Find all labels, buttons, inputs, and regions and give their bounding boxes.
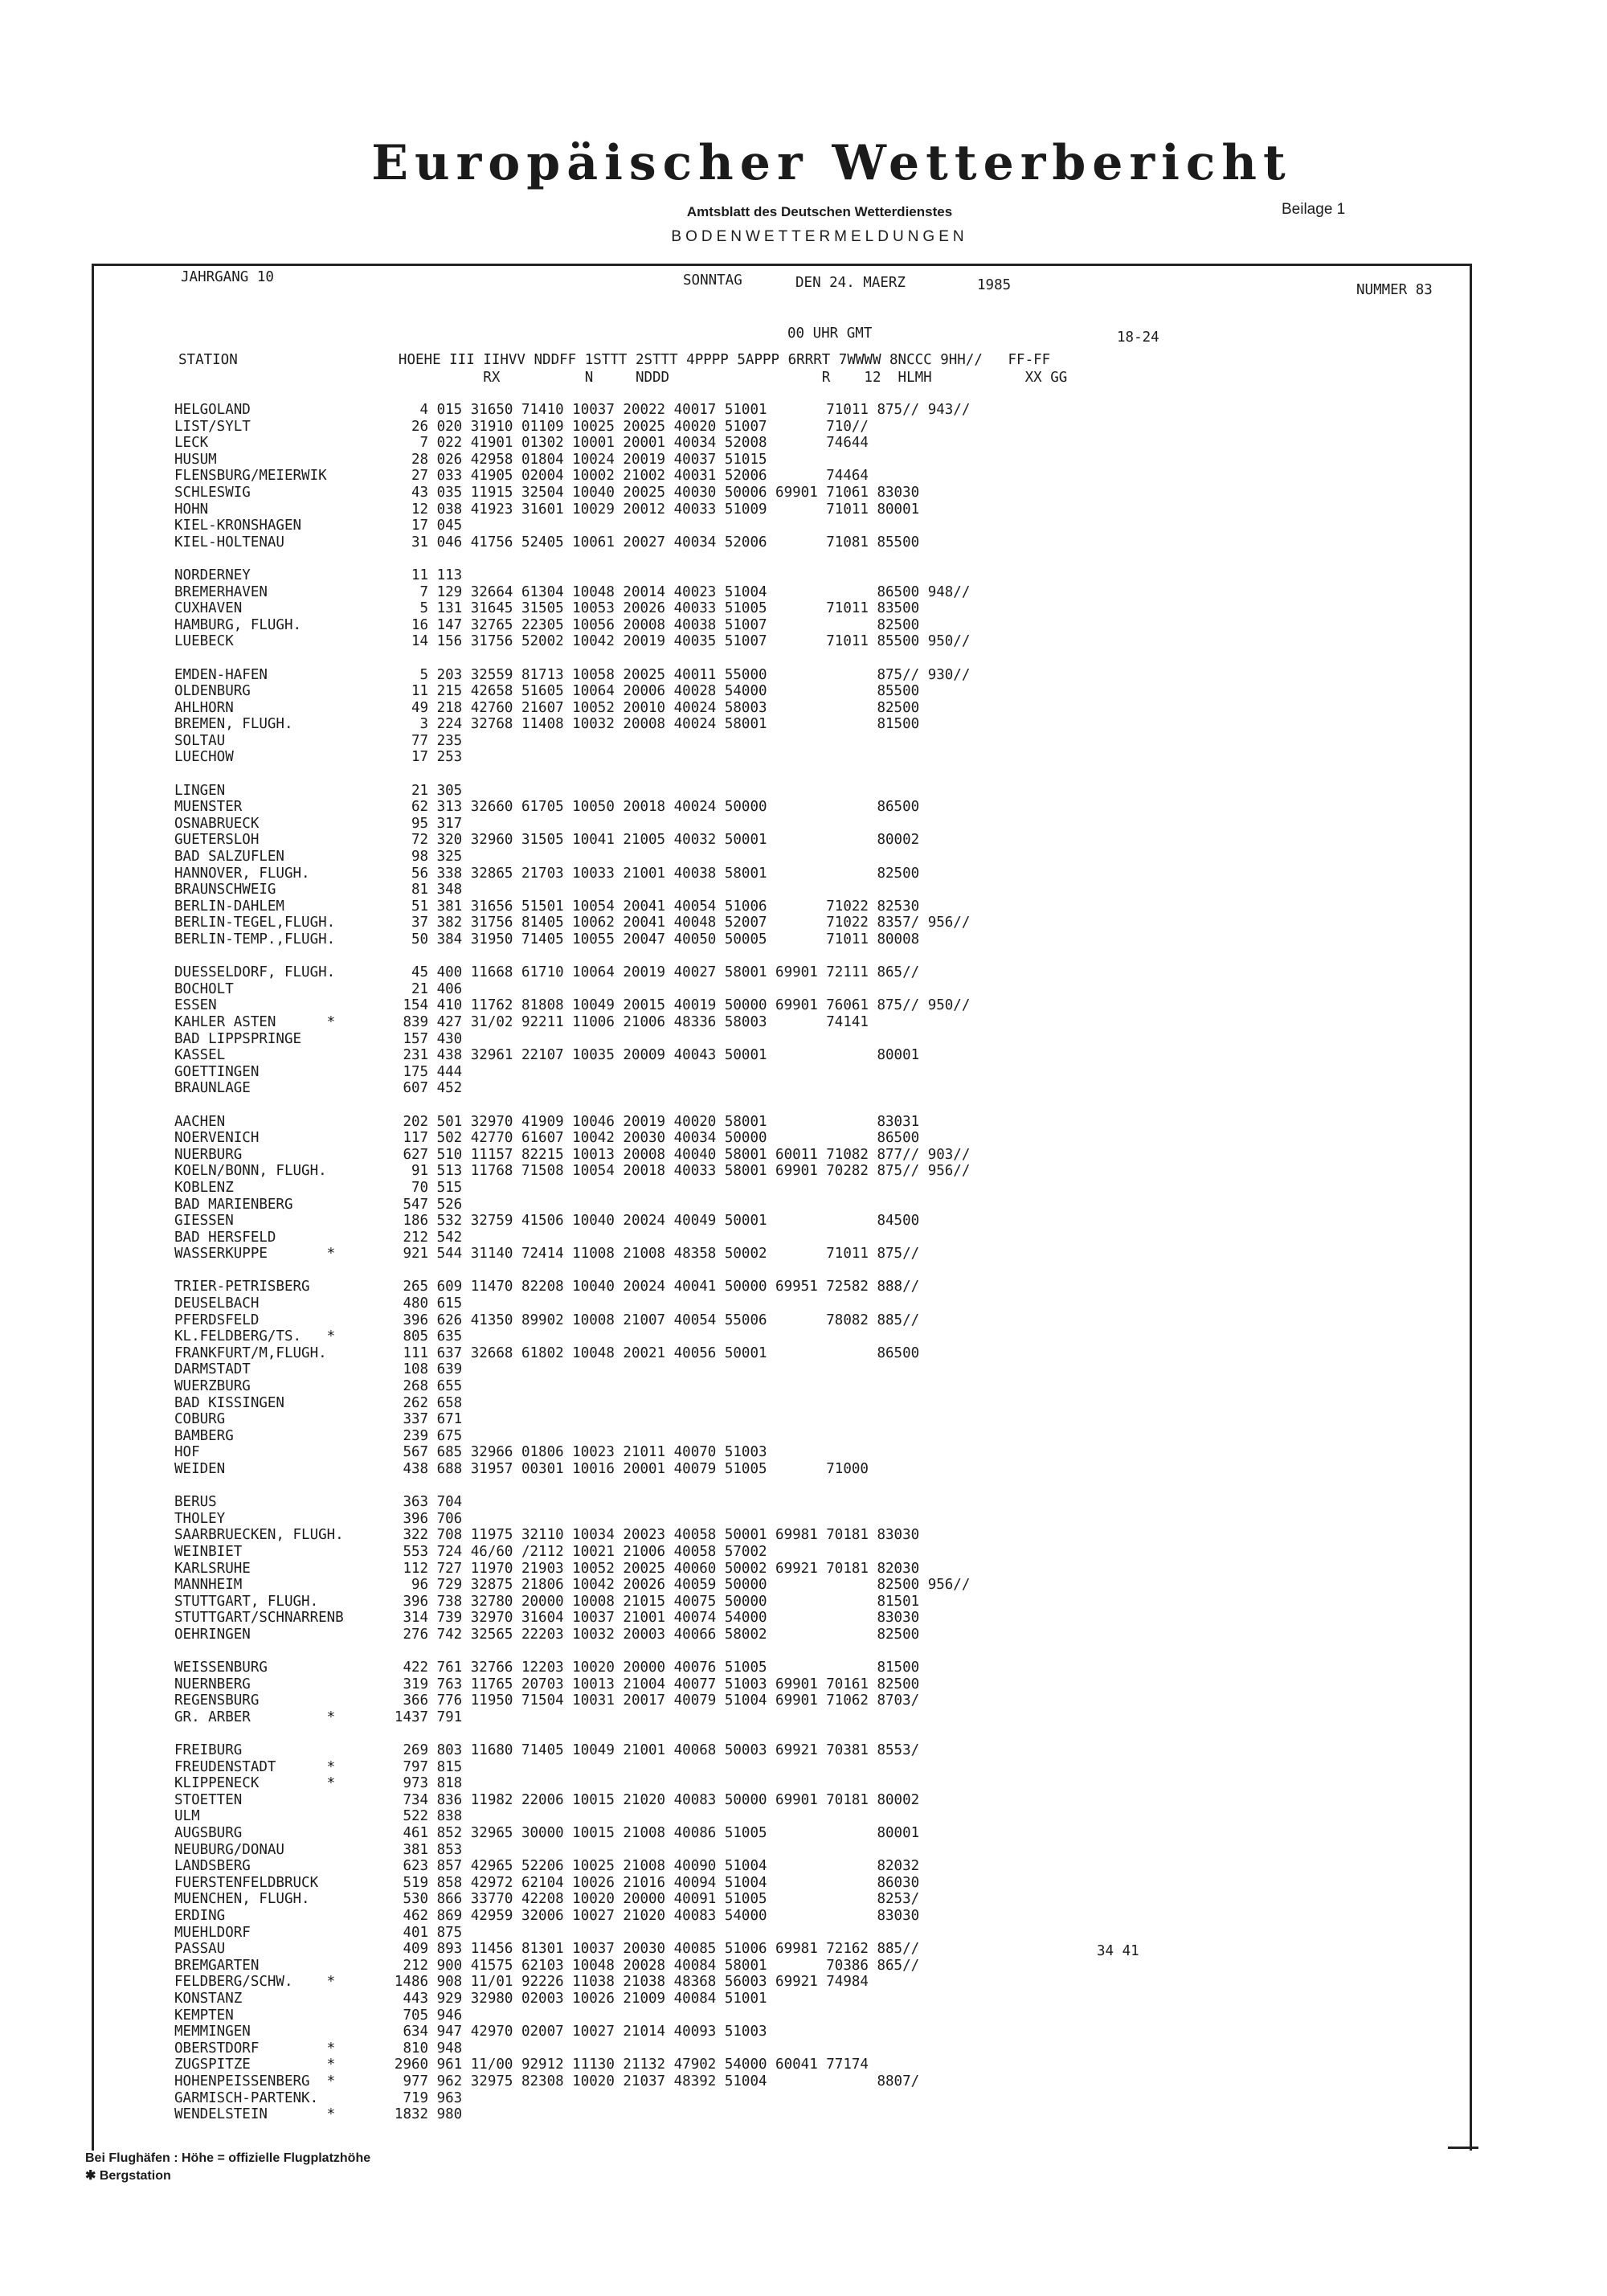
station-row: HAMBURG, FLUGH. 16 147 32765 22305 10056 20008 40038 51007 82500: [174, 616, 920, 633]
date-label: DEN 24. MAERZ: [795, 275, 906, 291]
row-spacer: [174, 1097, 970, 1114]
row-spacer: [174, 650, 970, 667]
station-row: LUECHOW 17 253: [174, 749, 463, 766]
station-row: COBURG 337 671: [174, 1411, 463, 1428]
station-row: KAHLER ASTEN * 839 427 31/02 92211 11006 21006 48336 58003 74141: [174, 1013, 869, 1030]
station-row: GARMISCH-PARTENK. 719 963: [174, 2089, 463, 2106]
station-row: HELGOLAND 4 015 31650 71410 10037 20022 40017 51001 71011 875// 943//: [174, 402, 971, 418]
station-row: NUERBURG 627 510 11157 82215 10013 20008 40040 58001 60011 71082 877// 903//: [174, 1146, 971, 1163]
station-row: MEMMINGEN 634 947 42970 02007 10027 21014 40093 51003: [174, 2024, 767, 2040]
station-row: OBERSTDORF * 810 948: [174, 2040, 463, 2057]
station-row: BAMBERG 239 675: [174, 1427, 463, 1444]
station-row: HUSUM 28 026 42958 01804 10024 20019 40037 51015: [174, 451, 767, 468]
station-row: KARLSRUHE 112 727 11970 21903 10052 20025 40060 50002 69921 70181 82030: [174, 1560, 920, 1577]
page-subtitle: Amtsblatt des Deutschen Wetterdienstes: [686, 204, 953, 219]
station-row: STOETTEN 734 836 11982 22006 10015 21020 40083 50000 69901 70181 80002: [174, 1791, 920, 1808]
row-spacer: [174, 766, 970, 783]
station-row: NEUBURG/DONAU 381 853: [174, 1841, 463, 1858]
column-header-line-2: RX N NDDD R 12 HLMH XX GG: [178, 370, 1068, 386]
station-row: KEMPTEN 705 946: [174, 2007, 463, 2024]
station-row: ESSEN 154 410 11762 81808 10049 20015 40019 50000 69901 76061 875// 950//: [174, 997, 971, 1014]
row-spacer: [174, 948, 970, 965]
station-row: OLDENBURG 11 215 42658 51605 10064 20006 40028 54000 85500: [174, 683, 920, 700]
station-row: HOHENPEISSENBERG * 977 962 32975 82308 10020 21037 48392 51004 8807/: [174, 2073, 920, 2089]
station-row: LINGEN 21 305: [174, 782, 463, 799]
station-row: AHLHORN 49 218 42760 21607 10052 20010 40024 58003 82500: [174, 699, 920, 716]
station-row: NUERNBERG 319 763 11765 20703 10013 21004 40077 51003 69901 70161 82500: [174, 1676, 920, 1692]
station-row: BREMERHAVEN 7 129 32664 61304 10048 20014 40023 51004 86500 948//: [174, 583, 971, 600]
station-row: FLENSBURG/MEIERWIK 27 033 41905 02004 10002 21002 40031 52006 74464: [174, 468, 869, 485]
station-row: AUGSBURG 461 852 32965 30000 10015 21008 40086 51005 80001: [174, 1825, 920, 1842]
station-row: BAD HERSFELD 212 542: [174, 1229, 463, 1246]
station-row: MUENCHEN, FLUGH. 530 866 33770 42208 10020 20000 40091 51005 8253/: [174, 1891, 920, 1908]
station-row: BREMGARTEN 212 900 41575 62103 10048 20028 40084 58001 70386 865//: [174, 1957, 920, 1974]
station-row: ULM 522 838: [174, 1808, 463, 1825]
supplement-label: Beilage 1: [1282, 201, 1346, 218]
station-row: WASSERKUPPE * 921 544 31140 72414 11008 21008 48358 50002 71011 875//: [174, 1246, 920, 1263]
station-row: GOETTINGEN 175 444: [174, 1063, 463, 1080]
station-row: ERDING 462 869 42959 32006 10027 21020 40083 54000 83030: [174, 1908, 920, 1925]
station-row: LUEBECK 14 156 31756 52002 10042 20019 40035 51007 71011 85500 950//: [174, 633, 971, 650]
station-row: FRANKFURT/M,FLUGH. 111 637 32668 61802 10048 20021 40056 50001 86500: [174, 1344, 920, 1361]
station-row: WEINBIET 553 724 46/60 /2112 10021 21006 40058 57002: [174, 1543, 767, 1560]
station-row: HOHN 12 038 41923 31601 10029 20012 40033 51009 71011 80001: [174, 501, 920, 518]
station-row: BAD KISSINGEN 262 658: [174, 1394, 463, 1411]
station-row: DARMSTADT 108 639: [174, 1361, 463, 1378]
station-row: EMDEN-HAFEN 5 203 32559 81713 10058 20025 40011 55000 875// 930//: [174, 666, 971, 683]
station-row: BAD LIPPSPRINGE 157 430: [174, 1030, 463, 1047]
station-row: GUETERSLOH 72 320 32960 31505 10041 21005 40032 50001 80002: [174, 832, 920, 849]
station-row: BOCHOLT 21 406: [174, 980, 463, 997]
row-spacer: [174, 1643, 970, 1660]
station-row: OEHRINGEN 276 742 32565 22203 10032 20003 40066 58002 82500: [174, 1626, 920, 1643]
station-row: LANDSBERG 623 857 42965 52206 10025 21008 40090 51004 82032: [174, 1858, 920, 1875]
station-table: [174, 402, 970, 2123]
station-row: WEIDEN 438 688 31957 00301 10016 20001 40079 51005 71000: [174, 1461, 869, 1477]
station-row: WUERZBURG 268 655: [174, 1378, 463, 1395]
station-row: BRAUNLAGE 607 452: [174, 1080, 463, 1097]
station-row: DUESSELDORF, FLUGH. 45 400 11668 61710 10064 20019 40027 58001 69901 72111 865//: [174, 964, 920, 981]
station-row: SAARBRUECKEN, FLUGH. 322 708 11975 32110 10034 20023 40058 50001 69981 70181 83030: [174, 1527, 920, 1544]
column-header-line-1: STATION HOEHE III IIHVV NDDFF 1STTT 2STTT 4PPPP 5APPP 6RRRT 7WWWW 8NCCC 9HH// FF-FF: [178, 352, 1051, 368]
station-row: KL.FELDBERG/TS. * 805 635: [174, 1328, 463, 1345]
station-row: AACHEN 202 501 32970 41909 10046 20019 40020 58001 83031: [174, 1113, 920, 1130]
station-row: PASSAU 409 893 11456 81301 10037 20030 40085 51006 69981 72162 885//: [174, 1941, 920, 1958]
station-row: BRAUNSCHWEIG 81 348: [174, 882, 463, 898]
station-row: KLIPPENECK * 973 818: [174, 1775, 463, 1792]
station-row: SCHLESWIG 43 035 11915 32504 10040 20025 40030 50006 69901 71061 83030: [174, 484, 920, 501]
station-row: TRIER-PETRISBERG 265 609 11470 82208 10040 20024 40041 50000 69951 72582 888//: [174, 1279, 920, 1295]
station-row: FREIBURG 269 803 11680 71405 10049 21001 40068 50003 69921 70381 8553/: [174, 1742, 920, 1759]
station-row: BERLIN-TEGEL,FLUGH. 37 382 31756 81405 10062 20041 40048 52007 71022 8357/ 956//: [174, 915, 971, 931]
station-row: HOF 567 685 32966 01806 10023 21011 40070 51003: [174, 1444, 767, 1461]
station-row: KIEL-HOLTENAU 31 046 41756 52405 10061 20027 40034 52006 71081 85500: [174, 534, 920, 550]
footnote-mountain-station: ✱ Bergstation: [85, 2169, 171, 2183]
station-row: KOELN/BONN, FLUGH. 91 513 11768 71508 10054 20018 40033 58001 69901 70282 875// 956//: [174, 1163, 971, 1180]
station-row: KIEL-KRONSHAGEN 17 045: [174, 518, 463, 534]
row-spacer: [174, 550, 970, 567]
station-row: BERLIN-DAHLEM 51 381 31656 51501 10054 20041 40054 51006 71022 82530: [174, 898, 920, 915]
station-row: LECK 7 022 41901 01302 10001 20001 40034 52008 74644: [174, 435, 869, 452]
station-row: ZUGSPITZE * 2960 961 11/00 92912 11130 21132 47902 54000 60041 77174: [174, 2057, 869, 2073]
station-row: SOLTAU 77 235: [174, 732, 463, 749]
period-label: 18-24: [1117, 329, 1159, 346]
station-row: WEISSENBURG 422 761 32766 12203 10020 20000 40076 51005 81500: [174, 1660, 920, 1676]
station-row: OSNABRUECK 95 317: [174, 815, 463, 832]
station-row: BAD MARIENBERG 547 526: [174, 1196, 463, 1213]
station-row: FUERSTENFELDBRUCK 519 858 42972 62104 10026 21016 40094 51004 86030: [174, 1874, 920, 1891]
station-row: KONSTANZ 443 929 32980 02003 10026 21009 40084 51001: [174, 1991, 767, 2007]
station-row: FREUDENSTADT * 797 815: [174, 1758, 463, 1775]
station-row: PFERDSFELD 396 626 41350 89902 10008 21007 40054 55006 78082 885//: [174, 1312, 920, 1328]
volume-label: JAHRGANG 10: [181, 269, 274, 285]
section-title: BODENWETTERMELDUNGEN: [671, 228, 968, 245]
station-row: KOBLENZ 70 515: [174, 1179, 463, 1196]
station-row: STUTTGART, FLUGH. 396 738 32780 20000 10008 21015 40075 50000 81501: [174, 1593, 920, 1610]
station-row: NORDERNEY 11 113: [174, 567, 463, 583]
row-spacer: [174, 1263, 970, 1279]
station-row: KASSEL 231 438 32961 22107 10035 20009 40043 50001 80001: [174, 1047, 920, 1064]
row-spacer: [174, 1726, 970, 1743]
issue-number: NUMMER 83: [1356, 282, 1433, 298]
year-label: 1985: [977, 277, 1012, 293]
station-row: REGENSBURG 366 776 11950 71504 10031 20017 40079 51004 69901 71062 8703/: [174, 1692, 920, 1709]
observation-time: 00 UHR GMT: [787, 325, 873, 342]
footnote-airports: Bei Flughäfen : Höhe = offizielle Flugplatzhöhe: [85, 2151, 371, 2165]
station-row: BERLIN-TEMP.,FLUGH. 50 384 31950 71405 10055 20047 40050 50005 71011 80008: [174, 931, 920, 947]
station-row: STUTTGART/SCHNARRENB 314 739 32970 31604 10037 21001 40074 54000 83030: [174, 1610, 920, 1627]
station-row: BREMEN, FLUGH. 3 224 32768 11408 10032 20008 40024 58001 81500: [174, 716, 920, 733]
station-row: THOLEY 396 706: [174, 1510, 463, 1527]
station-row: MUENSTER 62 313 32660 61705 10050 20018 40024 50000 86500: [174, 799, 920, 816]
station-row: NOERVENICH 117 502 42770 61607 10042 20030 40034 50000 86500: [174, 1130, 920, 1147]
station-row: GR. ARBER * 1437 791: [174, 1709, 463, 1725]
station-row: DEUSELBACH 480 615: [174, 1295, 463, 1312]
station-row: MANNHEIM 96 729 32875 21806 10042 20026 40059 50000 82500 956//: [174, 1577, 971, 1594]
station-row: MUEHLDORF 401 875: [174, 1924, 463, 1941]
station-row: BAD SALZUFLEN 98 325: [174, 849, 463, 866]
station-row: GIESSEN 186 532 32759 41506 10040 20024 40049 50001 84500: [174, 1213, 920, 1230]
station-row: BERUS 363 704: [174, 1494, 463, 1511]
row-spacer: [174, 1478, 970, 1495]
page-title: Europäischer Wetterbericht: [371, 135, 1292, 191]
station-row: HANNOVER, FLUGH. 56 338 32865 21703 10033 21001 40038 58001 82500: [174, 865, 920, 882]
frame-bottom-rule: [1448, 2147, 1478, 2149]
side-value: 34 41: [1097, 1943, 1139, 1959]
weekday-label: SONNTAG: [683, 272, 742, 289]
station-row: CUXHAVEN 5 131 31645 31505 10053 20026 40033 51005 71011 83500: [174, 600, 920, 617]
station-row: FELDBERG/SCHW. * 1486 908 11/01 92226 11038 21038 48368 56003 69921 74984: [174, 1974, 869, 1991]
station-row: WENDELSTEIN * 1832 980: [174, 2106, 463, 2123]
station-row: LIST/SYLT 26 020 31910 01109 10025 20025 40020 51007 710//: [174, 418, 869, 435]
